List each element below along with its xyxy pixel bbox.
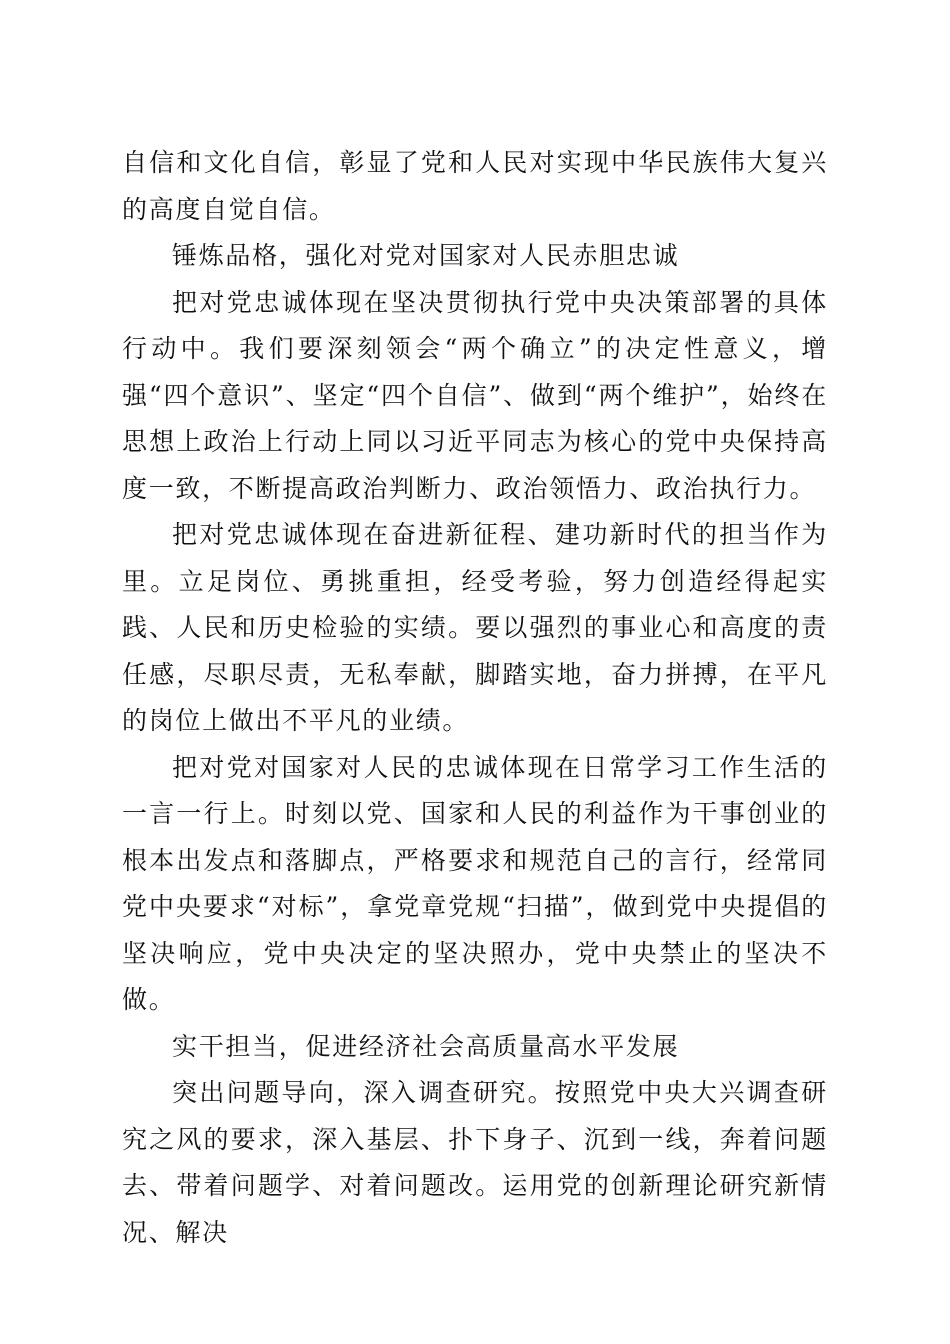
section-heading-development: 实干担当，促进经济社会高质量高水平发展 bbox=[172, 1031, 680, 1061]
paragraph-loyalty-action: 把对党忠诚体现在坚决贯彻执行党中央决策部署的具体行动中。我们要深刻领会“两个确立”的决定性意义，增强“四个意识”、坚定“四个自信”、做到“两个维护”，始终在思想上政治上行动上同以习近平同志为核心的党中央保持高度一致，不断提高政治判断力、政治领悟力、政治执行力。 bbox=[122, 287, 828, 503]
paragraph-continuation: 自信和文化自信，彰显了党和人民对实现中华民族伟大复兴的高度自觉自信。 bbox=[122, 148, 828, 224]
paragraph-investigation: 突出问题导向，深入调查研究。按照党中央大兴调查研究之风的要求，深入基层、扑下身子、沉到一线，奔着问题去、带着问题学、对着问题改。运用党的创新理论研究新情况、解决 bbox=[122, 1078, 828, 1247]
paragraph-loyalty-responsibility: 把对党忠诚体现在奋进新征程、建功新时代的担当作为里。立足岗位、勇挑重担，经受考验，努力创造经得起实践、人民和历史检验的实绩。要以强烈的事业心和高度的责任感，尽职尽责，无私奉献，脚踏实地，奋力拼搏，在平凡的岗位上做出不平凡的业绩。 bbox=[122, 520, 828, 735]
document-body bbox=[122, 140, 828, 1256]
paragraph-loyalty-daily: 把对党对国家对人民的忠诚体现在日常学习工作生活的一言一行上。时刻以党、国家和人民的利益作为干事创业的根本出发点和落脚点，严格要求和规范自己的言行，经常同党中央要求“对标”，拿党章党规“扫描”，做到党中央提倡的坚决响应，党中央决定的坚决照办，党中央禁止的坚决不做。 bbox=[122, 752, 828, 1014]
section-heading-character: 锤炼品格，强化对党对国家对人民赤胆忠诚 bbox=[172, 241, 680, 270]
